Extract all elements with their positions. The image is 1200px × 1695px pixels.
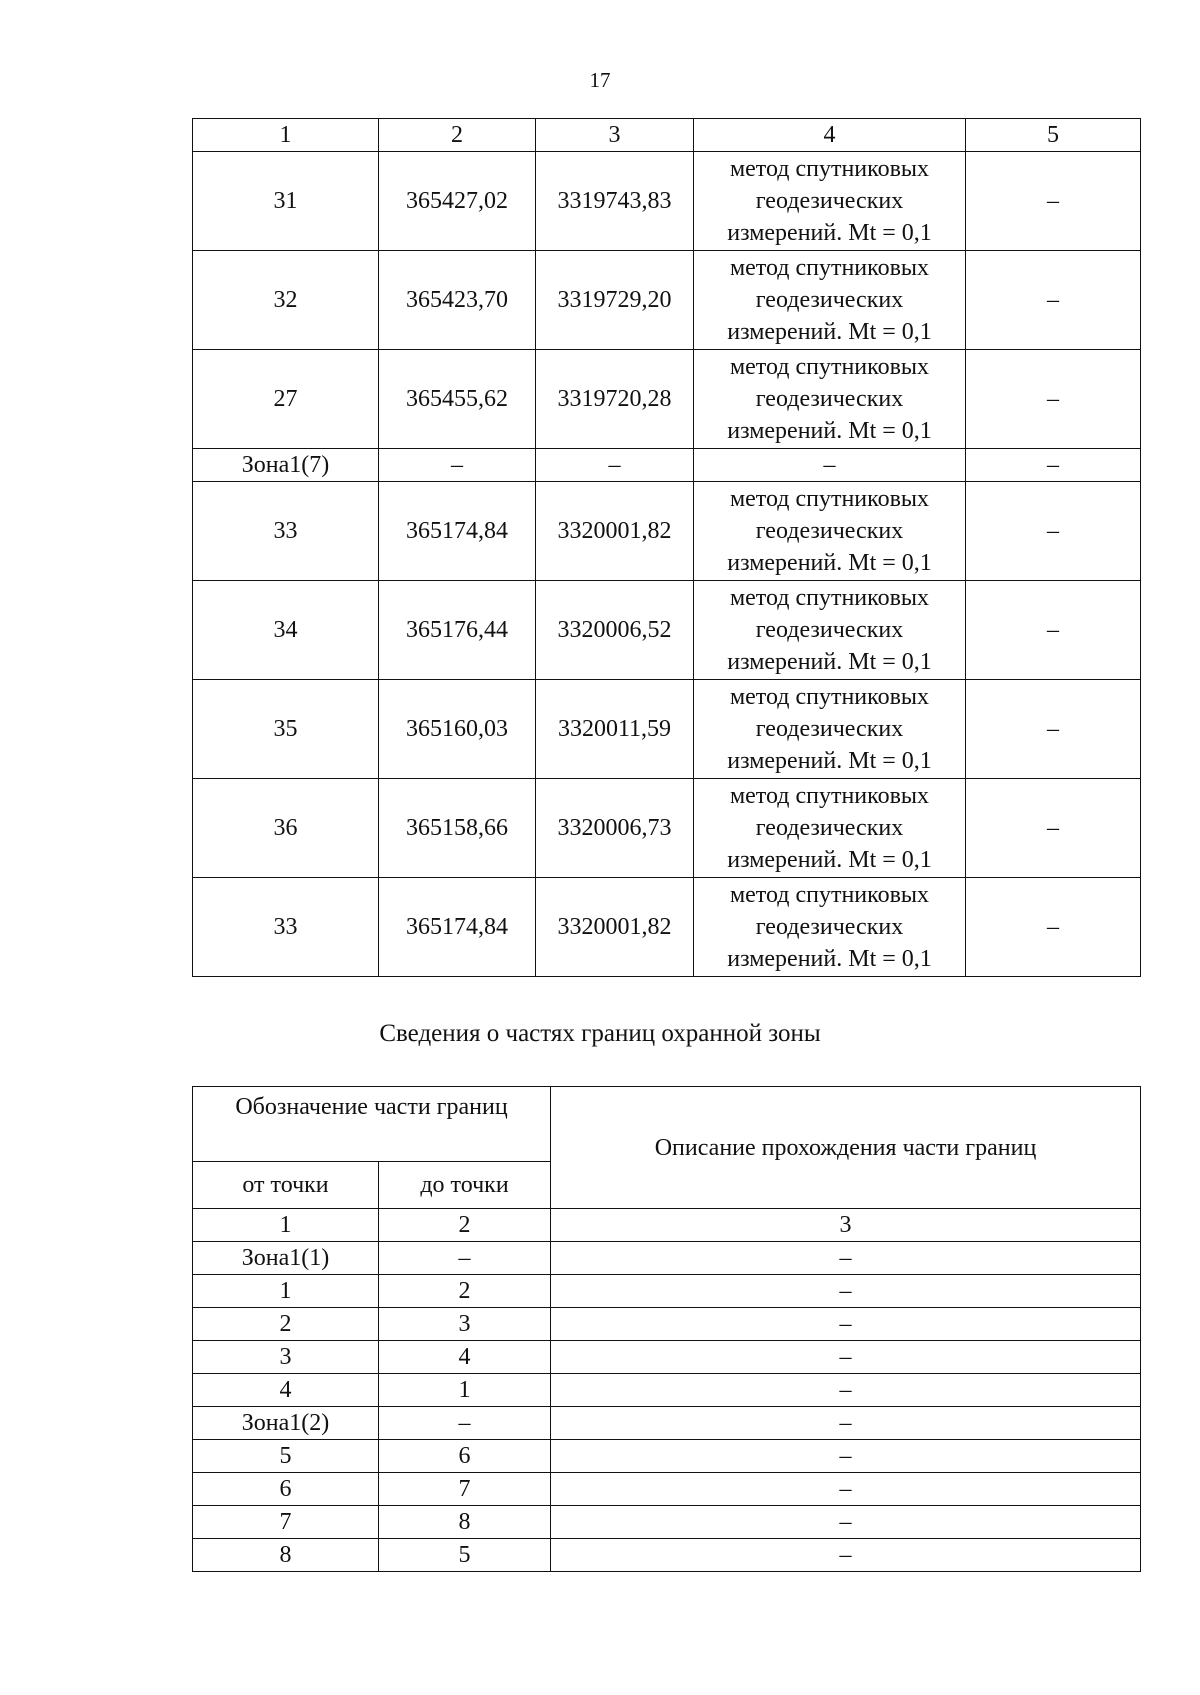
boundary-part-row: [193, 1473, 1141, 1506]
point-cell: 33: [193, 482, 379, 581]
note-cell: –: [966, 878, 1141, 977]
point-cell: Зона1(7): [193, 449, 379, 482]
y-coordinate-cell: 3319720,28: [536, 350, 694, 449]
x-coordinate-cell: –: [379, 449, 536, 482]
from-point-cell: 8: [193, 1539, 379, 1572]
boundary-part-row: [193, 1440, 1141, 1473]
coordinate-row: [193, 251, 1141, 350]
to-point-cell: 7: [379, 1473, 551, 1506]
method-line: измерений. Mt = 0,1: [727, 220, 932, 246]
method-line: измерений. Mt = 0,1: [727, 649, 932, 675]
point-cell: 32: [193, 251, 379, 350]
x-coordinate-cell: 365174,84: [379, 482, 536, 581]
boundary-part-row: [193, 1539, 1141, 1572]
coordinate-row: [193, 680, 1141, 779]
method-cell: [694, 680, 966, 779]
section-heading: Сведения о частях границ охранной зоны: [379, 1020, 821, 1047]
y-coordinate-cell: –: [536, 449, 694, 482]
method-line: измерений. Mt = 0,1: [727, 748, 932, 774]
method-cell: [694, 581, 966, 680]
from-point-cell: 7: [193, 1506, 379, 1539]
description-header: Описание прохождения части границ: [551, 1087, 1141, 1209]
coordinate-row: [193, 482, 1141, 581]
method-line: измерений. Mt = 0,1: [727, 319, 932, 345]
coordinates-table: [192, 118, 1141, 977]
boundary-part-row: [193, 1242, 1141, 1275]
designation-header: Обозначение части границ: [193, 1087, 551, 1162]
point-cell: 27: [193, 350, 379, 449]
y-coordinate-cell: 3320006,52: [536, 581, 694, 680]
note-cell: –: [966, 680, 1141, 779]
x-coordinate-cell: 365160,03: [379, 680, 536, 779]
description-cell: –: [551, 1473, 1141, 1506]
method-line: измерений. Mt = 0,1: [727, 946, 932, 972]
note-cell: –: [966, 350, 1141, 449]
note-cell: –: [966, 152, 1141, 251]
to-point-cell: 5: [379, 1539, 551, 1572]
note-cell: –: [966, 449, 1141, 482]
method-line: геодезических: [755, 188, 904, 214]
column-number: 5: [966, 119, 1141, 152]
y-coordinate-cell: 3319743,83: [536, 152, 694, 251]
from-point-cell: 1: [193, 1275, 379, 1308]
method-line: геодезических: [755, 386, 904, 412]
description-cell: –: [551, 1308, 1141, 1341]
to-point-cell: –: [379, 1242, 551, 1275]
description-cell: –: [551, 1341, 1141, 1374]
column-number: 2: [379, 1209, 551, 1242]
from-point-cell: Зона1(1): [193, 1242, 379, 1275]
method-cell: [694, 878, 966, 977]
from-point-cell: Зона1(2): [193, 1407, 379, 1440]
note-cell: –: [966, 482, 1141, 581]
description-cell: –: [551, 1275, 1141, 1308]
note-cell: –: [966, 581, 1141, 680]
description-cell: –: [551, 1407, 1141, 1440]
method-line: метод спутниковых: [729, 486, 930, 512]
from-point-header: от точки: [193, 1162, 379, 1209]
point-cell: 33: [193, 878, 379, 977]
method-cell: [694, 779, 966, 878]
zone-row: [193, 449, 1141, 482]
method-line: метод спутниковых: [729, 684, 930, 710]
column-number: 2: [379, 119, 536, 152]
method-line: геодезических: [755, 815, 904, 841]
column-number: 1: [193, 119, 379, 152]
from-point-cell: 2: [193, 1308, 379, 1341]
x-coordinate-cell: 365158,66: [379, 779, 536, 878]
boundary-parts-table: [192, 1086, 1141, 1572]
column-number: 4: [694, 119, 966, 152]
to-point-cell: –: [379, 1407, 551, 1440]
to-point-cell: 3: [379, 1308, 551, 1341]
coordinate-row: [193, 350, 1141, 449]
from-point-cell: 5: [193, 1440, 379, 1473]
method-line: метод спутниковых: [729, 783, 930, 809]
x-coordinate-cell: 365455,62: [379, 350, 536, 449]
point-cell: 31: [193, 152, 379, 251]
coordinates-header-row: [193, 119, 1141, 152]
method-line: геодезических: [755, 914, 904, 940]
parts-header-row: [193, 1087, 1141, 1162]
boundary-part-row: [193, 1374, 1141, 1407]
method-cell: [694, 152, 966, 251]
description-cell: –: [551, 1440, 1141, 1473]
method-line: геодезических: [755, 518, 904, 544]
method-line: измерений. Mt = 0,1: [727, 550, 932, 576]
note-cell: –: [966, 251, 1141, 350]
from-point-cell: 6: [193, 1473, 379, 1506]
x-coordinate-cell: 365176,44: [379, 581, 536, 680]
column-number: 3: [536, 119, 694, 152]
to-point-cell: 2: [379, 1275, 551, 1308]
boundary-part-row: [193, 1407, 1141, 1440]
coordinate-row: [193, 152, 1141, 251]
coordinates-table-body: [193, 119, 1141, 977]
coordinate-row: [193, 581, 1141, 680]
y-coordinate-cell: 3320001,82: [536, 878, 694, 977]
from-point-cell: 4: [193, 1374, 379, 1407]
coordinate-row: [193, 878, 1141, 977]
to-point-cell: 8: [379, 1506, 551, 1539]
point-cell: 35: [193, 680, 379, 779]
method-line: –: [823, 452, 836, 478]
to-point-cell: 4: [379, 1341, 551, 1374]
description-cell: –: [551, 1242, 1141, 1275]
point-cell: 34: [193, 581, 379, 680]
y-coordinate-cell: 3320001,82: [536, 482, 694, 581]
method-cell: [694, 251, 966, 350]
boundary-part-row: [193, 1275, 1141, 1308]
method-line: метод спутниковых: [729, 585, 930, 611]
method-cell: [694, 449, 966, 482]
description-cell: –: [551, 1374, 1141, 1407]
method-line: метод спутниковых: [729, 882, 930, 908]
boundary-part-row: [193, 1341, 1141, 1374]
description-cell: –: [551, 1506, 1141, 1539]
x-coordinate-cell: 365427,02: [379, 152, 536, 251]
from-point-cell: 3: [193, 1341, 379, 1374]
x-coordinate-cell: 365423,70: [379, 251, 536, 350]
y-coordinate-cell: 3320006,73: [536, 779, 694, 878]
method-line: метод спутниковых: [729, 354, 930, 380]
boundary-part-row: [193, 1506, 1141, 1539]
method-cell: [694, 350, 966, 449]
note-cell: –: [966, 779, 1141, 878]
column-number: 1: [193, 1209, 379, 1242]
page-number: 17: [589, 68, 611, 92]
to-point-header: до точки: [379, 1162, 551, 1209]
method-line: геодезических: [755, 287, 904, 313]
method-line: геодезических: [755, 716, 904, 742]
to-point-cell: 6: [379, 1440, 551, 1473]
to-point-cell: 1: [379, 1374, 551, 1407]
boundary-parts-body: [193, 1209, 1141, 1572]
coordinate-row: [193, 779, 1141, 878]
method-line: геодезических: [755, 617, 904, 643]
y-coordinate-cell: 3320011,59: [536, 680, 694, 779]
method-line: измерений. Mt = 0,1: [727, 418, 932, 444]
description-cell: –: [551, 1539, 1141, 1572]
method-line: измерений. Mt = 0,1: [727, 847, 932, 873]
parts-numbering-row: [193, 1209, 1141, 1242]
column-number: 3: [551, 1209, 1141, 1242]
method-line: метод спутниковых: [729, 156, 930, 182]
y-coordinate-cell: 3319729,20: [536, 251, 694, 350]
boundary-part-row: [193, 1308, 1141, 1341]
method-cell: [694, 482, 966, 581]
point-cell: 36: [193, 779, 379, 878]
method-line: метод спутниковых: [729, 255, 930, 281]
x-coordinate-cell: 365174,84: [379, 878, 536, 977]
